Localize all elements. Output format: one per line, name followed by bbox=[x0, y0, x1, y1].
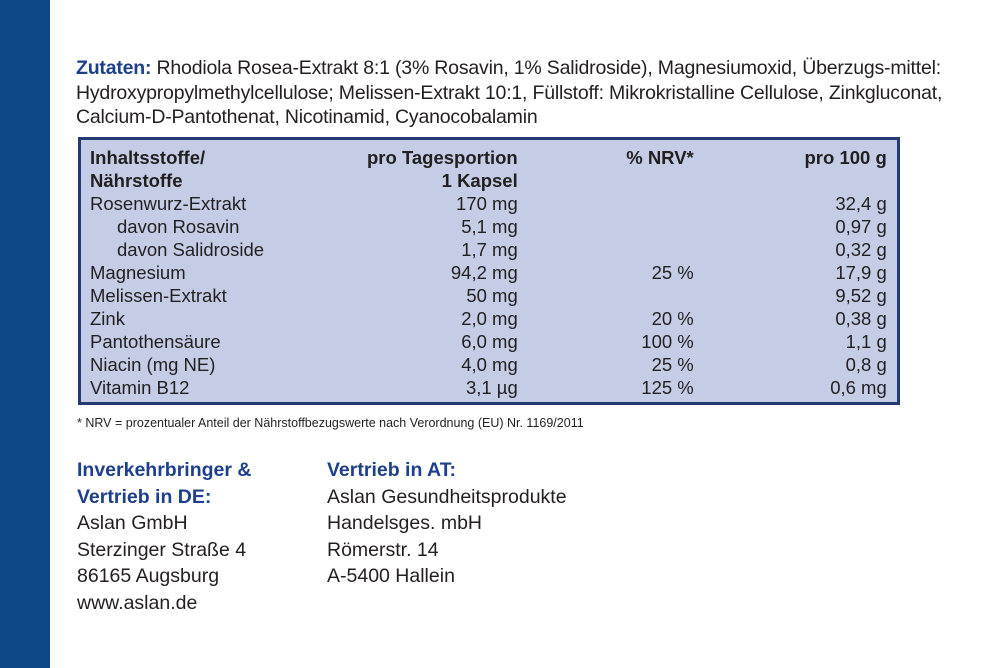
header-nrv: % NRV* bbox=[626, 147, 694, 168]
row-per-100g: 0,32 g bbox=[835, 239, 887, 260]
row-per-day: 6,0 mg bbox=[461, 331, 518, 352]
row-nrv: 20 % bbox=[651, 308, 694, 329]
street-address: Sterzinger Straße 4 bbox=[77, 538, 247, 561]
side-bar bbox=[0, 0, 50, 668]
row-per-100g: 0,38 g bbox=[835, 308, 887, 329]
row-name: Rosenwurz-Extrakt bbox=[90, 193, 247, 214]
header-nutrients: Inhaltsstoffe/ bbox=[90, 147, 206, 168]
ingredients-list: Rhodiola Rosea-Extrakt 8:1 (3% Rosavin, 1% Salidroside), Magnesiumoxid, Überzugs-mittel: Hydroxypropylmethylcellulose; Melissen-Extrakt 10:1, Füllstoff: Mikrokristalline Cellulose, Zinkgluconat, Calcium-D-Pantothenat, Nicotinamid, Cyanocobalamin bbox=[76, 57, 943, 128]
row-nrv bbox=[518, 284, 694, 307]
distributor-de-heading-2: Vertrieb in DE: bbox=[77, 485, 212, 508]
company-type: Handelsges. mbH bbox=[327, 512, 482, 534]
row-per-100g: 0,8 g bbox=[845, 354, 887, 375]
row-nrv: 25 % bbox=[651, 354, 694, 375]
header-per-100g: pro 100 g bbox=[804, 147, 887, 168]
row-per-day: 4,0 mg bbox=[461, 354, 518, 375]
distributor-at-heading: Vertrieb in AT: bbox=[327, 459, 456, 481]
row-name: davon Rosavin bbox=[117, 216, 240, 237]
nutrition-table-box bbox=[78, 137, 900, 405]
ingredients-text bbox=[76, 56, 956, 130]
row-per-100g: 0,6 mg bbox=[830, 377, 887, 398]
nutrition-table bbox=[90, 146, 887, 399]
row-name: davon Salidroside bbox=[117, 239, 265, 260]
row-per-day: 50 mg bbox=[466, 285, 518, 306]
row-per-100g: 9,52 g bbox=[835, 285, 887, 306]
city-address: 86165 Augsburg bbox=[77, 565, 220, 587]
row-per-day: 5,1 mg bbox=[461, 216, 518, 237]
ingredients-label: Zutaten: bbox=[76, 57, 152, 79]
table-row bbox=[90, 330, 887, 353]
row-name: Pantothensäure bbox=[90, 331, 221, 352]
header-nutrients-2: Nährstoffe bbox=[90, 170, 183, 191]
row-per-day: 1,7 mg bbox=[461, 239, 518, 260]
row-per-100g: 17,9 g bbox=[835, 262, 887, 283]
row-nrv bbox=[518, 238, 694, 261]
row-per-day: 3,1 µg bbox=[465, 377, 518, 398]
row-nrv: 25 % bbox=[651, 262, 694, 283]
table-header-row-2 bbox=[90, 169, 887, 192]
row-name: Zink bbox=[90, 308, 125, 329]
row-name: Vitamin B12 bbox=[90, 377, 190, 398]
row-name: Melissen-Extrakt bbox=[90, 285, 227, 306]
row-per-100g: 32,4 g bbox=[835, 193, 887, 214]
row-name: Magnesium bbox=[90, 262, 186, 283]
row-nrv bbox=[518, 192, 694, 215]
row-nrv: 100 % bbox=[641, 331, 694, 352]
table-row bbox=[90, 307, 887, 330]
website-link: www.aslan.de bbox=[77, 591, 198, 614]
distributor-de-heading: Inverkehrbringer & bbox=[77, 459, 252, 481]
row-per-100g: 0,97 g bbox=[835, 216, 887, 237]
row-name: Niacin (mg NE) bbox=[90, 354, 216, 375]
city-address: A-5400 Hallein bbox=[327, 565, 455, 587]
table-row bbox=[90, 192, 887, 215]
row-per-day: 170 mg bbox=[456, 193, 518, 214]
table-row bbox=[90, 353, 887, 376]
row-per-day: 2,0 mg bbox=[461, 308, 518, 329]
distributor-de bbox=[77, 457, 251, 616]
header-per-capsule: 1 Kapsel bbox=[441, 170, 518, 191]
table-header-row bbox=[90, 146, 887, 169]
header-per-day: pro Tagesportion bbox=[367, 147, 518, 168]
table-row bbox=[90, 215, 887, 238]
row-per-100g: 1,1 g bbox=[845, 331, 887, 352]
company-name: Aslan Gesundheitsprodukte bbox=[327, 485, 567, 508]
street-address: Römerstr. 14 bbox=[327, 538, 439, 561]
table-row bbox=[90, 261, 887, 284]
row-nrv bbox=[518, 215, 694, 238]
company-name: Aslan GmbH bbox=[77, 512, 188, 534]
table-row bbox=[90, 238, 887, 261]
nrv-footnote: * NRV = prozentualer Anteil der Nährstoffbezugswerte nach Verordnung (EU) Nr. 1169/2011 bbox=[77, 416, 584, 430]
table-row bbox=[90, 284, 887, 307]
row-nrv: 125 % bbox=[641, 377, 694, 398]
row-per-day: 94,2 mg bbox=[450, 262, 518, 283]
table-row bbox=[90, 376, 887, 399]
distributor-at bbox=[327, 457, 567, 590]
